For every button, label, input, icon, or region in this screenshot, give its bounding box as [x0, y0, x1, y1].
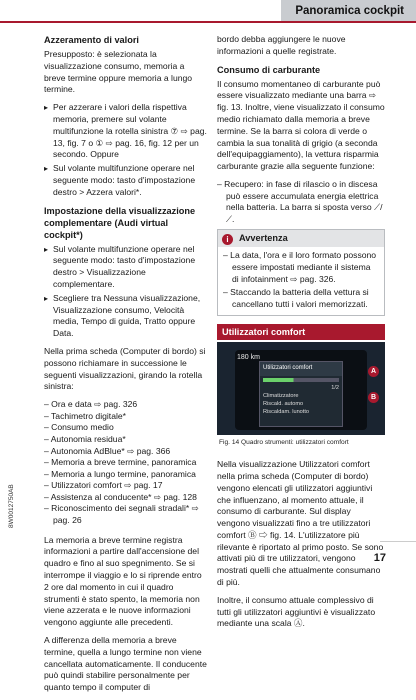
right-column: [217, 34, 385, 636]
note-item: – Staccando la batteria della vettura si cancellano tutti i valori memorizzati.: [223, 287, 369, 309]
paragraph-scale: Inoltre, il consumo attuale complessivo di tutti gli utilizzatori aggiuntivi è visualizzato mediante una scala Ⓐ.: [217, 594, 376, 629]
note-body: [218, 247, 384, 315]
list-item: – Riconoscimento dei segnali stradali* ⇨ pag. 26: [44, 503, 199, 526]
paragraph-short-term: La memoria a breve termine registra informazioni a partire dall'accensione del quadro e fino al suo spegnimento. Se si interrompe il viaggio e lo si riprende entro 2 ore dal momento in cui il quadro strumenti è stato spento, la memoria non viene azzerata e le nuove informazioni vengono aggiunte alle precedenti.: [44, 534, 202, 628]
list-item: – Utilizzatori comfort ⇨ pag. 17: [44, 480, 163, 491]
step-display-1: ▸ Sul volante multifunzione operare nel seguente modo: tasto d'impostazione destro > Visualizzazione complementare.: [44, 244, 208, 291]
step-reset-2: ▸ Sul volante multifunzione operare nel seguente modo: tasto d'impostazione destro > Azzera valori*.: [44, 163, 208, 198]
figure-14: [217, 342, 385, 449]
paragraph-comfort: Nella visualizzazione Utilizzatori comfort nella prima scheda (Computer di bordo) vengono elencati gli utilizzatori aggiuntivi che influenzano, al momento attuale, il consumo di carburante. Sul display vengono visualizzati fino a tre utilizzatori comfort Ⓑ ⇨ fig. 14. L'utilizzatore più rilevante è riportato al primo posto. Se sono attivati più di tre utilizzatori, vengono mostrati quelli che attualmente consumano di più.: [217, 459, 384, 588]
info-icon: i: [222, 234, 233, 245]
list-item: – Assistenza al conducente* ⇨ pag. 128: [44, 491, 197, 502]
list-item: – Memoria a breve termine, panoramica: [44, 457, 197, 468]
list-item: – Consumo medio: [44, 422, 114, 433]
note-title: Avvertenza: [239, 233, 288, 244]
header-rule: [0, 21, 416, 23]
section-bar-comfort: Utilizzatori comfort: [217, 324, 385, 340]
paragraph-fuel: Il consumo momentaneo di carburante può essere visualizzato mediante una barra ⇨ fig. 13. Inoltre, viene visualizzato il consumo medio richiamato dalla memoria a breve termine. Se la barra si colora di verde o cambia la sua tonalità di grigio (a seconda dell'equipaggiamento), la vettura risparmia carburante grazie alla seguente funzione:: [217, 78, 385, 172]
list-item: – Autonomia AdBlue* ⇨ pag. 366: [44, 445, 171, 456]
recupero-item: – Recupero: in fase di rilascio o in discesa può essere accumulata energia elettrica nella batteria. La barra si sposta verso ⟋/⟋.: [217, 178, 383, 224]
note-header: [218, 230, 384, 247]
menu-item: Climatizzatore: [263, 393, 299, 400]
note-box: [217, 229, 385, 316]
scale-value: 1/2: [331, 385, 339, 392]
left-column: [44, 34, 208, 700]
section-title: Panoramica cockpit: [281, 0, 416, 22]
callout-b: B: [368, 392, 379, 403]
cluster-image: [217, 342, 385, 435]
precondition: Presupposto: è selezionata la visualizzazione consumo, memoria a breve termine oppure memoria a lungo termine.: [44, 49, 193, 95]
step-display-2: ▸ Scegliere tra Nessuna visualizzazione, Visualizzazione consumo, Velocità media, Tempo di guida, Tratto oppure Data.: [44, 293, 208, 340]
callout-a: A: [368, 366, 379, 377]
page-number: 17: [373, 552, 386, 564]
page-rule: [380, 541, 416, 542]
menu-title: Utilizzatori comfort: [260, 362, 342, 376]
consumption-scale: [263, 378, 339, 382]
heading-fuel: Consumo di carburante: [217, 64, 321, 75]
paragraph-views: Nella prima scheda (Computer di bordo) si possono richiamare in successione le seguenti visualizzazioni, girando la rotella sinistra:: [44, 345, 206, 392]
comfort-menu: [259, 361, 343, 427]
menu-item: Riscald. automo: [263, 401, 304, 408]
speed-readout: 180 km: [237, 354, 260, 362]
list-item: – Tachimetro digitale*: [44, 410, 127, 421]
paragraph-continued: bordo debba aggiungere le nuove informazioni a quelle registrate.: [217, 34, 346, 56]
list-item: – Memoria a lungo termine, panoramica: [44, 468, 196, 479]
header-bar: [0, 0, 416, 22]
document-code: 8W0012750AB: [8, 484, 15, 528]
cluster-screen: [235, 350, 367, 430]
heading-reset: Azzeramento di valori: [44, 35, 139, 45]
heading-secondary-display: Impostazione della visualizzazione complementare (Audi virtual cockpit*): [44, 205, 196, 240]
menu-item: Riscaldam. lunotto: [263, 409, 310, 416]
figure-caption: Fig. 14 Quadro strumenti: utilizzatori comfort: [219, 439, 349, 447]
list-item: – Autonomia residua*: [44, 433, 126, 444]
note-item: – La data, l'ora e il loro formato possono essere impostati mediante il sistema di infotainment ⇨ pag. 326.: [223, 250, 377, 284]
step-reset-1: ▸ Per azzerare i valori della rispettiva memoria, premere sul volante multifunzione la rotella sinistra ⑦ ⇨ pag. 13, fig. 7 o ① ⇨ pag. 16, fig. 12 per un secondo. Oppure: [44, 102, 208, 161]
views-list: [44, 399, 208, 527]
paragraph-long-term: A differenza della memoria a breve termine, quella a lungo termine non viene cancellata automaticamente. Il conducente può quindi stabilire personalmente per quanto tempo il computer di: [44, 635, 207, 693]
list-item: – Ora e data ⇨ pag. 326: [44, 399, 138, 410]
